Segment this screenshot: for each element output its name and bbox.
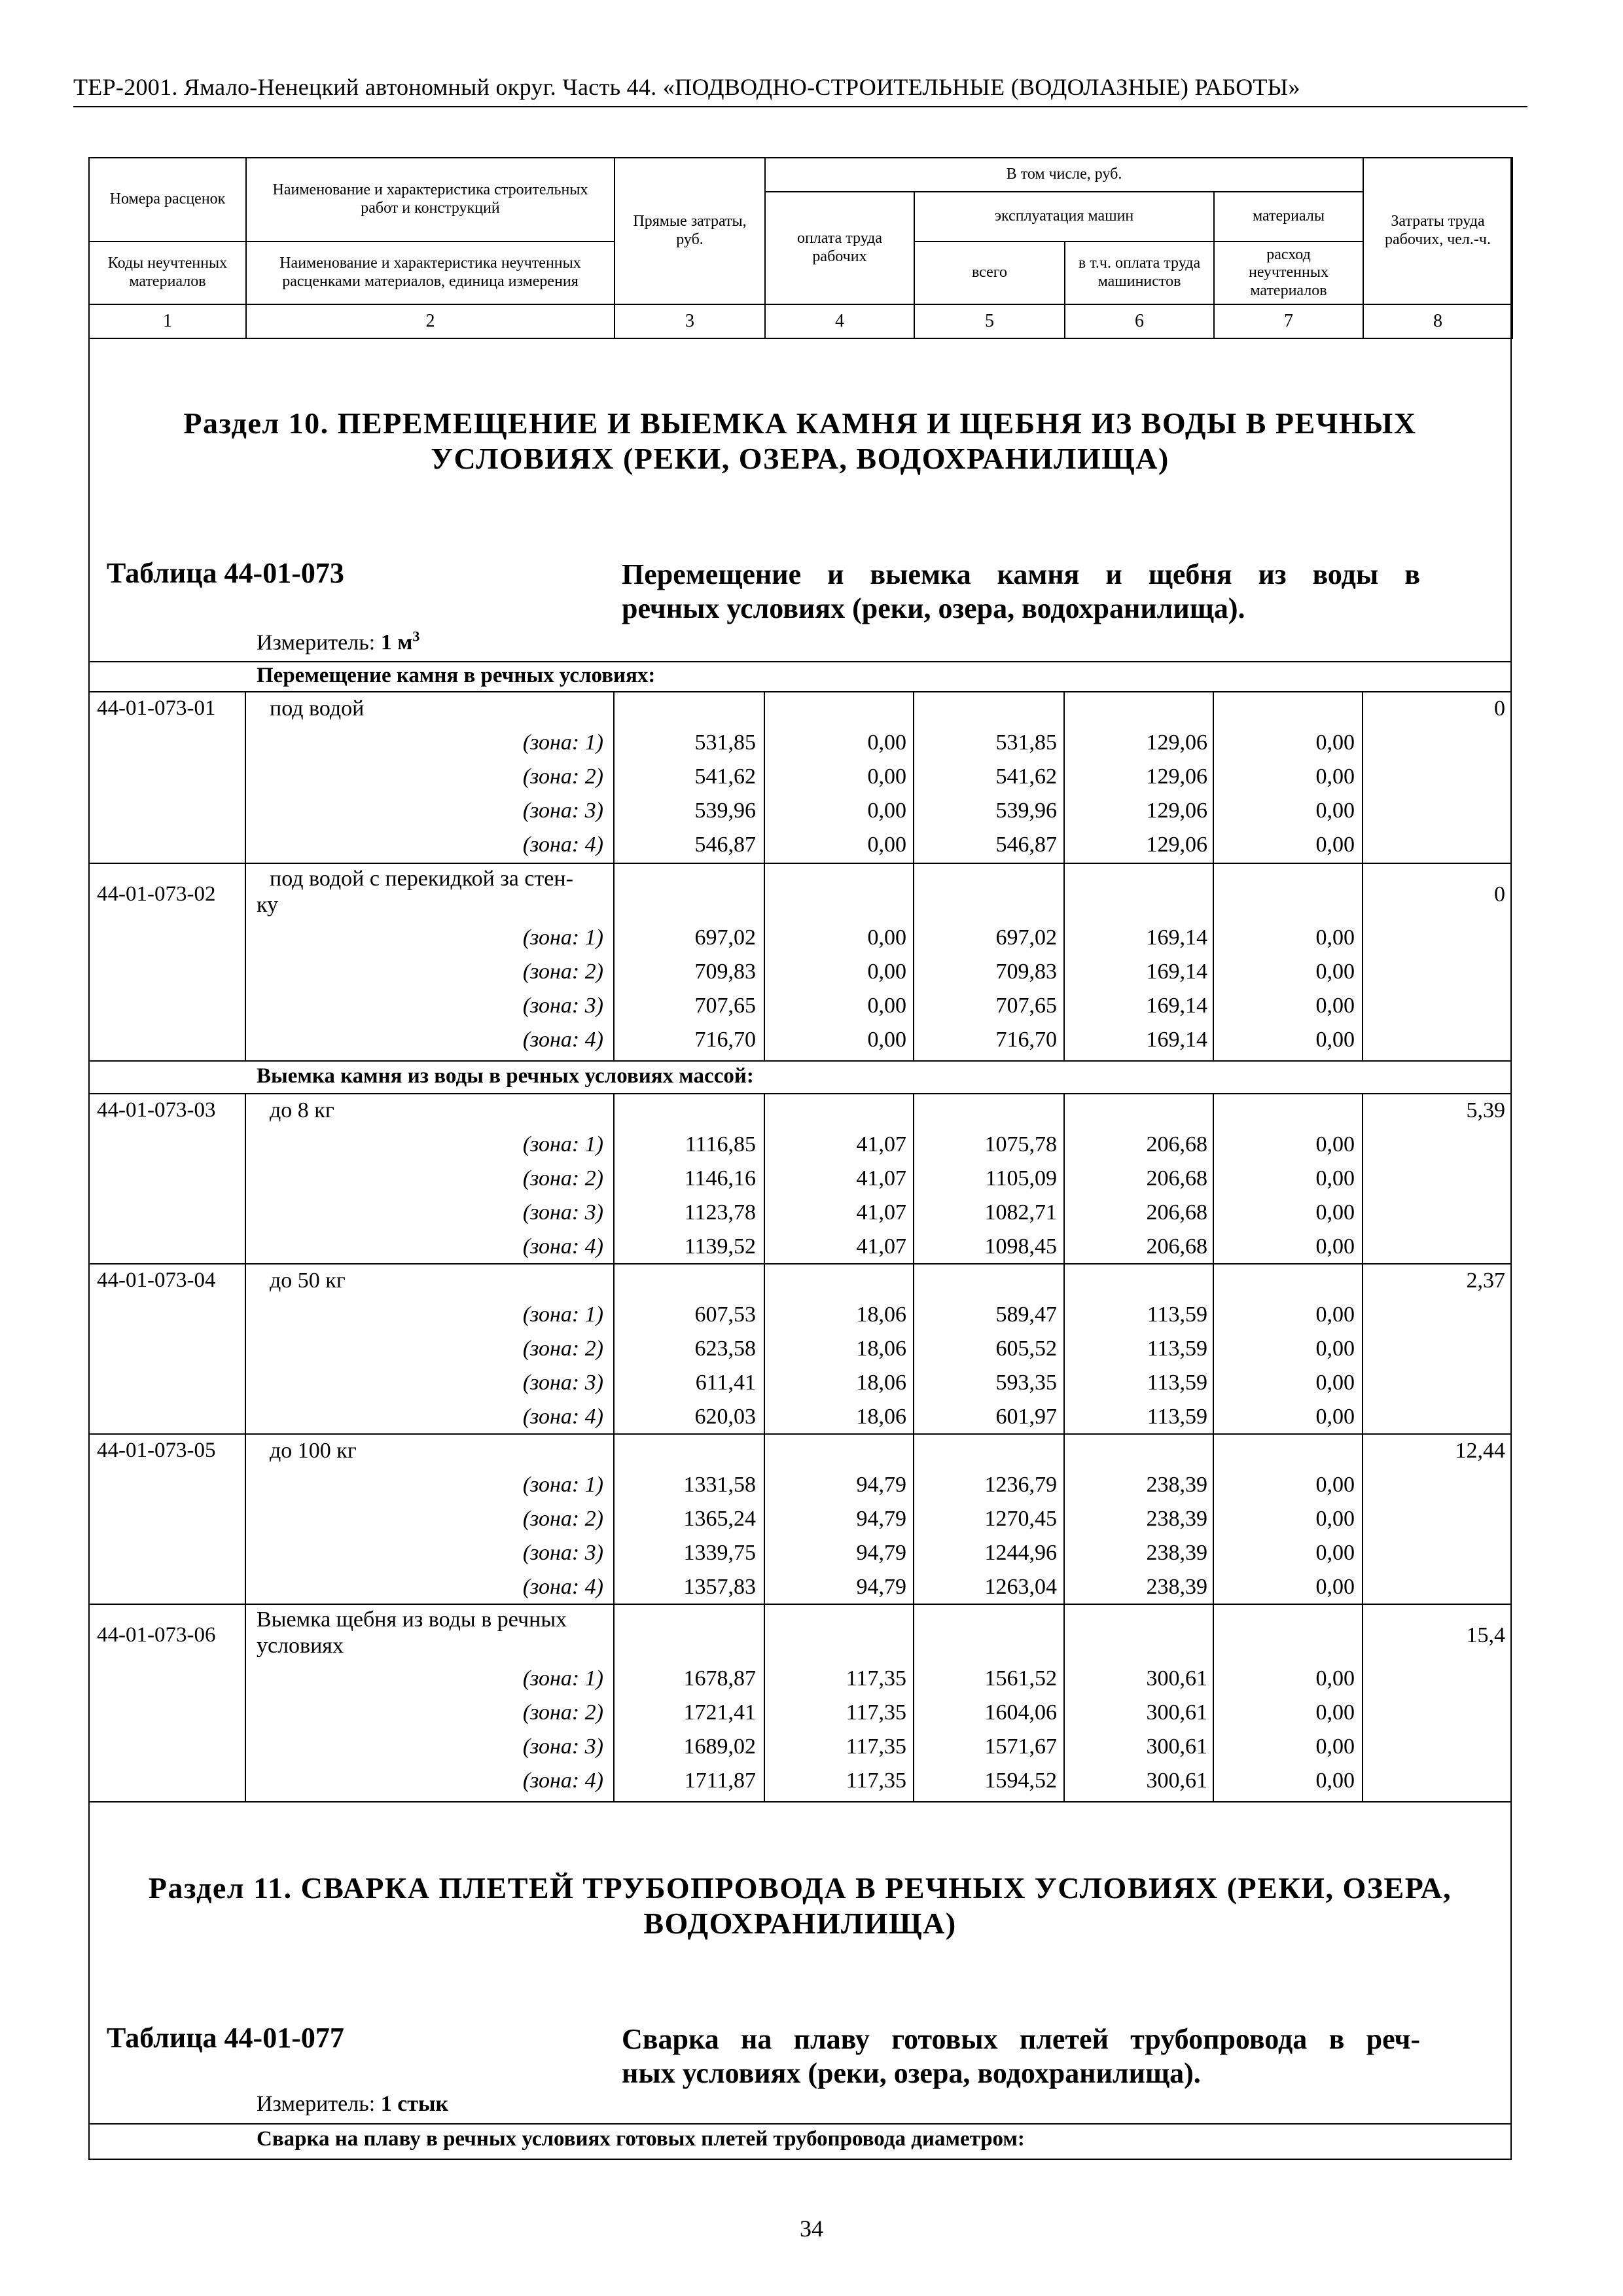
- machines-header: эксплуатация машин: [914, 192, 1214, 242]
- cell-labor-pay: 117,35: [846, 1666, 906, 1691]
- cell-direct: 541,62: [694, 764, 756, 789]
- cell-labor-pay: 94,79: [856, 1473, 906, 1497]
- group-header: Сварка на плаву в речных условиях готовых плетей трубопровода диаметром:: [257, 2127, 1025, 2151]
- col-num-5: 5: [914, 304, 1065, 338]
- cell-machines-total: 531,85: [995, 730, 1057, 755]
- cell-labor-pay: 94,79: [856, 1541, 906, 1565]
- zone-label: (зона: 2): [522, 1336, 603, 1361]
- col-line: [913, 1093, 914, 1801]
- col-num-1: 1: [89, 304, 246, 338]
- section11-table-label: Таблица 44-01-077: [107, 2022, 344, 2054]
- including-header: В том числе, руб.: [765, 158, 1363, 192]
- cell-materials: 0,00: [1315, 1473, 1355, 1497]
- cell-machines-total: 1594,52: [984, 1768, 1057, 1793]
- cell-machinists-pay: 169,14: [1146, 925, 1207, 950]
- cell-machines-total: 605,52: [995, 1336, 1057, 1361]
- cell-materials: 0,00: [1315, 833, 1355, 857]
- cell-direct: 546,87: [694, 833, 756, 857]
- cell-labor-pay: 0,00: [867, 925, 906, 950]
- cell-direct: 1721,41: [683, 1700, 756, 1725]
- cell-direct: 1331,58: [683, 1473, 756, 1497]
- cell-machinists-pay: 113,59: [1147, 1302, 1207, 1327]
- col-num-4: 4: [765, 304, 914, 338]
- col-line: [1362, 691, 1363, 1060]
- col-line: [245, 1093, 246, 1801]
- zone-label: (зона: 4): [522, 1575, 603, 1599]
- cell-direct: 1139,52: [684, 1234, 756, 1259]
- entry-name-line1: Выемка щебня из воды в речных: [257, 1607, 567, 1632]
- meter-value: 1 м: [380, 630, 413, 655]
- entry-labor: 5,39: [1466, 1098, 1505, 1122]
- cell-labor-pay: 0,00: [867, 764, 906, 789]
- rule: [88, 863, 1512, 864]
- cell-labor-pay: 117,35: [846, 1700, 906, 1725]
- zone-label: (зона: 3): [522, 1734, 603, 1759]
- cell-machinists-pay: 169,14: [1146, 994, 1207, 1018]
- col-num-2: 2: [246, 304, 615, 338]
- section11-title-line2: ВОДОХРАНИЛИЩА): [643, 1907, 957, 1940]
- cell-machinists-pay: 206,68: [1146, 1200, 1207, 1225]
- section10-title-line1: Раздел 10. ПЕРЕМЕЩЕНИЕ И ВЫЕМКА КАМНЯ И ЩЕБНЯ ИЗ ВОДЫ В РЕЧНЫХ: [183, 406, 1417, 440]
- group-header: Выемка камня из воды в речных условиях массой:: [257, 1064, 754, 1088]
- header-rule: [73, 106, 1527, 107]
- col-line: [1063, 1093, 1065, 1801]
- cell-direct: 611,41: [695, 1371, 756, 1395]
- col-line: [764, 691, 765, 1060]
- cell-labor-pay: 0,00: [867, 960, 906, 984]
- cell-direct: 539,96: [694, 798, 756, 823]
- entry-code: 44-01-073-05: [97, 1439, 216, 1462]
- rule: [88, 2123, 1512, 2125]
- cell-machinists-pay: 206,68: [1146, 1166, 1207, 1191]
- cell-direct: 697,02: [694, 925, 756, 950]
- cell-materials: 0,00: [1315, 798, 1355, 823]
- cell-machinists-pay: 238,39: [1146, 1507, 1207, 1531]
- section10-title-line2: УСЛОВИЯХ (РЕКИ, ОЗЕРА, ВОДОХРАНИЛИЩА): [431, 442, 1169, 475]
- cell-materials: 0,00: [1315, 1575, 1355, 1599]
- entry-name-line1: под водой с перекидкой за стен-: [270, 867, 573, 891]
- rule: [88, 1801, 1512, 1803]
- cell-labor-pay: 18,06: [856, 1371, 906, 1395]
- cell-materials: 0,00: [1315, 1734, 1355, 1759]
- col2-bottom-header: Наименование и характеристика неучтенных расценками материалов, единица измерения: [246, 242, 615, 304]
- cell-materials: 0,00: [1315, 1166, 1355, 1191]
- zone-label: (зона: 3): [522, 1541, 603, 1565]
- zone-label: (зона: 1): [522, 1473, 603, 1497]
- cell-materials: 0,00: [1315, 764, 1355, 789]
- cell-machines-total: 1270,45: [984, 1507, 1057, 1531]
- cell-machines-total: 593,35: [995, 1371, 1057, 1395]
- entry-name: под водой: [270, 696, 365, 721]
- cell-machinists-pay: 300,61: [1146, 1734, 1207, 1759]
- rule: [88, 1604, 1512, 1605]
- cell-labor-pay: 18,06: [856, 1336, 906, 1361]
- section11-table-desc-line1: Сварка на плаву готовых плетей трубопровода в реч-: [622, 2023, 1420, 2055]
- cell-labor-pay: 41,07: [856, 1132, 906, 1157]
- col-line: [1213, 1093, 1214, 1801]
- cell-labor-pay: 0,00: [867, 833, 906, 857]
- cell-machines-total: 1236,79: [984, 1473, 1057, 1497]
- cell-direct: 1711,87: [684, 1768, 756, 1793]
- cell-machinists-pay: 169,14: [1146, 1028, 1207, 1052]
- cell-machines-total: 1561,52: [984, 1666, 1057, 1691]
- cell-direct: 1146,16: [684, 1166, 756, 1191]
- cell-machines-total: 697,02: [995, 925, 1057, 950]
- cell-materials: 0,00: [1315, 1700, 1355, 1725]
- cell-labor-pay: 41,07: [856, 1200, 906, 1225]
- cell-materials: 0,00: [1315, 1507, 1355, 1531]
- cell-direct: 716,70: [694, 1028, 756, 1052]
- entry-name-line2: ку: [257, 893, 279, 917]
- cell-labor-pay: 0,00: [867, 1028, 906, 1052]
- col-num-8: 8: [1363, 304, 1512, 338]
- meter-sup: 3: [412, 628, 420, 645]
- cell-machines-total: 1263,04: [984, 1575, 1057, 1599]
- cell-machines-total: 1604,06: [984, 1700, 1057, 1725]
- cell-direct: 1357,83: [683, 1575, 756, 1599]
- zone-label: (зона: 2): [522, 1166, 603, 1191]
- zone-label: (зона: 4): [522, 1405, 603, 1429]
- rule: [88, 1060, 1512, 1062]
- cell-machines-total: 589,47: [995, 1302, 1057, 1327]
- cell-labor-pay: 0,00: [867, 798, 906, 823]
- cell-machinists-pay: 129,06: [1146, 833, 1207, 857]
- rule: [88, 1093, 1512, 1094]
- cell-machinists-pay: 169,14: [1146, 960, 1207, 984]
- zone-label: (зона: 3): [522, 1200, 603, 1225]
- cell-direct: 1123,78: [684, 1200, 756, 1225]
- cell-materials: 0,00: [1315, 1200, 1355, 1225]
- cell-materials: 0,00: [1315, 1405, 1355, 1429]
- cell-machines-total: 1082,71: [984, 1200, 1057, 1225]
- cell-machines-total: 707,65: [995, 994, 1057, 1018]
- col-line: [1063, 691, 1065, 1060]
- cell-machines-total: 1571,67: [984, 1734, 1057, 1759]
- meter-value: 1 стык: [380, 2092, 449, 2116]
- cell-machinists-pay: 238,39: [1146, 1541, 1207, 1565]
- cell-materials: 0,00: [1315, 994, 1355, 1018]
- group-header: Перемещение камня в речных условиях:: [257, 664, 656, 687]
- cell-materials: 0,00: [1315, 1371, 1355, 1395]
- zone-label: (зона: 1): [522, 1132, 603, 1157]
- cell-direct: 623,58: [694, 1336, 756, 1361]
- cell-labor-pay: 18,06: [856, 1302, 906, 1327]
- col-num-7: 7: [1214, 304, 1363, 338]
- zone-label: (зона: 4): [522, 833, 603, 857]
- cell-materials: 0,00: [1315, 1132, 1355, 1157]
- cell-materials: 0,00: [1315, 730, 1355, 755]
- cell-machines-total: 1244,96: [984, 1541, 1057, 1565]
- cell-machines-total: 541,62: [995, 764, 1057, 789]
- col-line: [764, 1093, 765, 1801]
- entry-code: 44-01-073-06: [97, 1623, 216, 1647]
- entry-name-line2: условиях: [257, 1634, 344, 1658]
- entry-labor: 0: [1494, 882, 1505, 906]
- cell-labor-pay: 41,07: [856, 1234, 906, 1259]
- entry-labor: 15,4: [1466, 1623, 1505, 1647]
- rule: [88, 1433, 1512, 1435]
- col1-top-header: Номера расценок: [89, 158, 246, 242]
- cell-labor-pay: 94,79: [856, 1575, 906, 1599]
- zone-label: (зона: 2): [522, 960, 603, 984]
- zone-label: (зона: 1): [522, 925, 603, 950]
- section10-table-label: Таблица 44-01-073: [107, 557, 344, 589]
- cell-materials: 0,00: [1315, 1541, 1355, 1565]
- cell-direct: 1339,75: [683, 1541, 756, 1565]
- section10-meter: [257, 628, 419, 655]
- zone-label: (зона: 4): [522, 1028, 603, 1052]
- cell-materials: 0,00: [1315, 925, 1355, 950]
- entry-code: 44-01-073-03: [97, 1098, 216, 1122]
- section11-title-line1: Раздел 11. СВАРКА ПЛЕТЕЙ ТРУБОПРОВОДА В РЕЧНЫХ УСЛОВИЯХ (РЕКИ, ОЗЕРА,: [148, 1871, 1452, 1905]
- cell-labor-pay: 117,35: [846, 1768, 906, 1793]
- zone-label: (зона: 1): [522, 1302, 603, 1327]
- cell-labor-pay: 117,35: [846, 1734, 906, 1759]
- cell-machinists-pay: 206,68: [1146, 1132, 1207, 1157]
- entry-labor: 0: [1494, 696, 1505, 721]
- section10-table-desc-line1: Перемещение и выемка камня и щебня из воды в: [622, 558, 1420, 590]
- cell-machinists-pay: 113,59: [1147, 1371, 1207, 1395]
- zone-label: (зона: 1): [522, 730, 603, 755]
- meter-prefix: Измеритель:: [257, 2092, 376, 2116]
- zone-label: (зона: 4): [522, 1234, 603, 1259]
- cell-materials: 0,00: [1315, 1028, 1355, 1052]
- entry-name: до 50 кг: [270, 1268, 346, 1293]
- entry-code: 44-01-073-02: [97, 882, 216, 906]
- meter-prefix: Измеритель:: [257, 630, 376, 655]
- cell-machinists-pay: 206,68: [1146, 1234, 1207, 1259]
- cell-materials: 0,00: [1315, 1234, 1355, 1259]
- cell-machinists-pay: 300,61: [1146, 1700, 1207, 1725]
- cell-machinists-pay: 129,06: [1146, 798, 1207, 823]
- col8-header: Затраты труда рабочих, чел.-ч.: [1363, 158, 1512, 304]
- cell-machines-total: 1098,45: [984, 1234, 1057, 1259]
- cell-machines-total: 601,97: [995, 1405, 1057, 1429]
- zone-label: (зона: 3): [522, 994, 603, 1018]
- zone-label: (зона: 1): [522, 1666, 603, 1691]
- cell-machinists-pay: 113,59: [1147, 1405, 1207, 1429]
- cell-labor-pay: 41,07: [856, 1166, 906, 1191]
- cell-direct: 607,53: [694, 1302, 756, 1327]
- rule: [88, 661, 1512, 662]
- entry-code: 44-01-073-01: [97, 696, 216, 720]
- col-line: [245, 691, 246, 1060]
- zone-label: (зона: 2): [522, 1507, 603, 1531]
- rule: [88, 1263, 1512, 1265]
- cell-materials: 0,00: [1315, 1336, 1355, 1361]
- cell-machinists-pay: 113,59: [1147, 1336, 1207, 1361]
- col6-header: в т.ч. оплата труда машинистов: [1065, 242, 1214, 304]
- cell-direct: 620,03: [694, 1405, 756, 1429]
- cell-machinists-pay: 238,39: [1146, 1575, 1207, 1599]
- zone-label: (зона: 2): [522, 764, 603, 789]
- cell-machinists-pay: 129,06: [1146, 730, 1207, 755]
- col3-header: Прямые затраты, руб.: [615, 158, 765, 304]
- col2-top-header: Наименование и характеристика строительных работ и конструкций: [246, 158, 615, 242]
- cell-machines-total: 546,87: [995, 833, 1057, 857]
- cell-labor-pay: 0,00: [867, 994, 906, 1018]
- section11-meter: [257, 2092, 448, 2117]
- cell-machines-total: 1075,78: [984, 1132, 1057, 1157]
- entry-code: 44-01-073-04: [97, 1268, 216, 1292]
- entry-labor: 2,37: [1466, 1268, 1505, 1293]
- materials-header: материалы: [1214, 192, 1363, 242]
- section10-table-desc-line2: речных условиях (реки, озера, водохранилища).: [622, 592, 1245, 624]
- zone-label: (зона: 2): [522, 1700, 603, 1725]
- cell-machines-total: 539,96: [995, 798, 1057, 823]
- running-header: ТЕР-2001. Ямало-Ненецкий автономный округ. Часть 44. «ПОДВОДНО-СТРОИТЕЛЬНЫЕ (ВОДОЛАЗНЫЕ) РАБОТЫ»: [73, 74, 1300, 100]
- cell-machines-total: 709,83: [995, 960, 1057, 984]
- entry-name: до 100 кг: [270, 1439, 357, 1463]
- entry-labor: 12,44: [1455, 1439, 1505, 1463]
- rule: [88, 691, 1512, 692]
- col-line: [913, 691, 914, 1060]
- col1-bottom-header: Коды неучтенных материалов: [89, 242, 246, 304]
- cell-direct: 1678,87: [683, 1666, 756, 1691]
- zone-label: (зона: 3): [522, 1371, 603, 1395]
- cell-labor-pay: 94,79: [856, 1507, 906, 1531]
- cell-machines-total: 716,70: [995, 1028, 1057, 1052]
- cell-materials: 0,00: [1315, 1666, 1355, 1691]
- zone-label: (зона: 3): [522, 798, 603, 823]
- cell-direct: 707,65: [694, 994, 756, 1018]
- section11-table-desc-line2: ных условиях (реки, озера, водохранилища).: [622, 2057, 1201, 2089]
- cell-direct: 1116,85: [685, 1132, 756, 1157]
- cell-materials: 0,00: [1315, 960, 1355, 984]
- col5-header: всего: [914, 242, 1065, 304]
- cell-materials: 0,00: [1315, 1768, 1355, 1793]
- zone-label: (зона: 4): [522, 1768, 603, 1793]
- col4-header: оплата труда рабочих: [765, 192, 914, 304]
- col-num-3: 3: [615, 304, 765, 338]
- col7-header: расход неучтенных материалов: [1214, 242, 1363, 304]
- cell-direct: 1365,24: [683, 1507, 756, 1531]
- cell-machinists-pay: 238,39: [1146, 1473, 1207, 1497]
- cell-machinists-pay: 300,61: [1146, 1768, 1207, 1793]
- cell-machinists-pay: 300,61: [1146, 1666, 1207, 1691]
- cell-direct: 1689,02: [683, 1734, 756, 1759]
- cell-materials: 0,00: [1315, 1302, 1355, 1327]
- cell-machinists-pay: 129,06: [1146, 764, 1207, 789]
- cell-labor-pay: 0,00: [867, 730, 906, 755]
- entry-name: до 8 кг: [270, 1098, 334, 1122]
- cell-machines-total: 1105,09: [985, 1166, 1057, 1191]
- page-number: 34: [800, 2215, 823, 2242]
- cell-direct: 531,85: [694, 730, 756, 755]
- cell-direct: 709,83: [694, 960, 756, 984]
- cell-labor-pay: 18,06: [856, 1405, 906, 1429]
- col-num-6: 6: [1065, 304, 1214, 338]
